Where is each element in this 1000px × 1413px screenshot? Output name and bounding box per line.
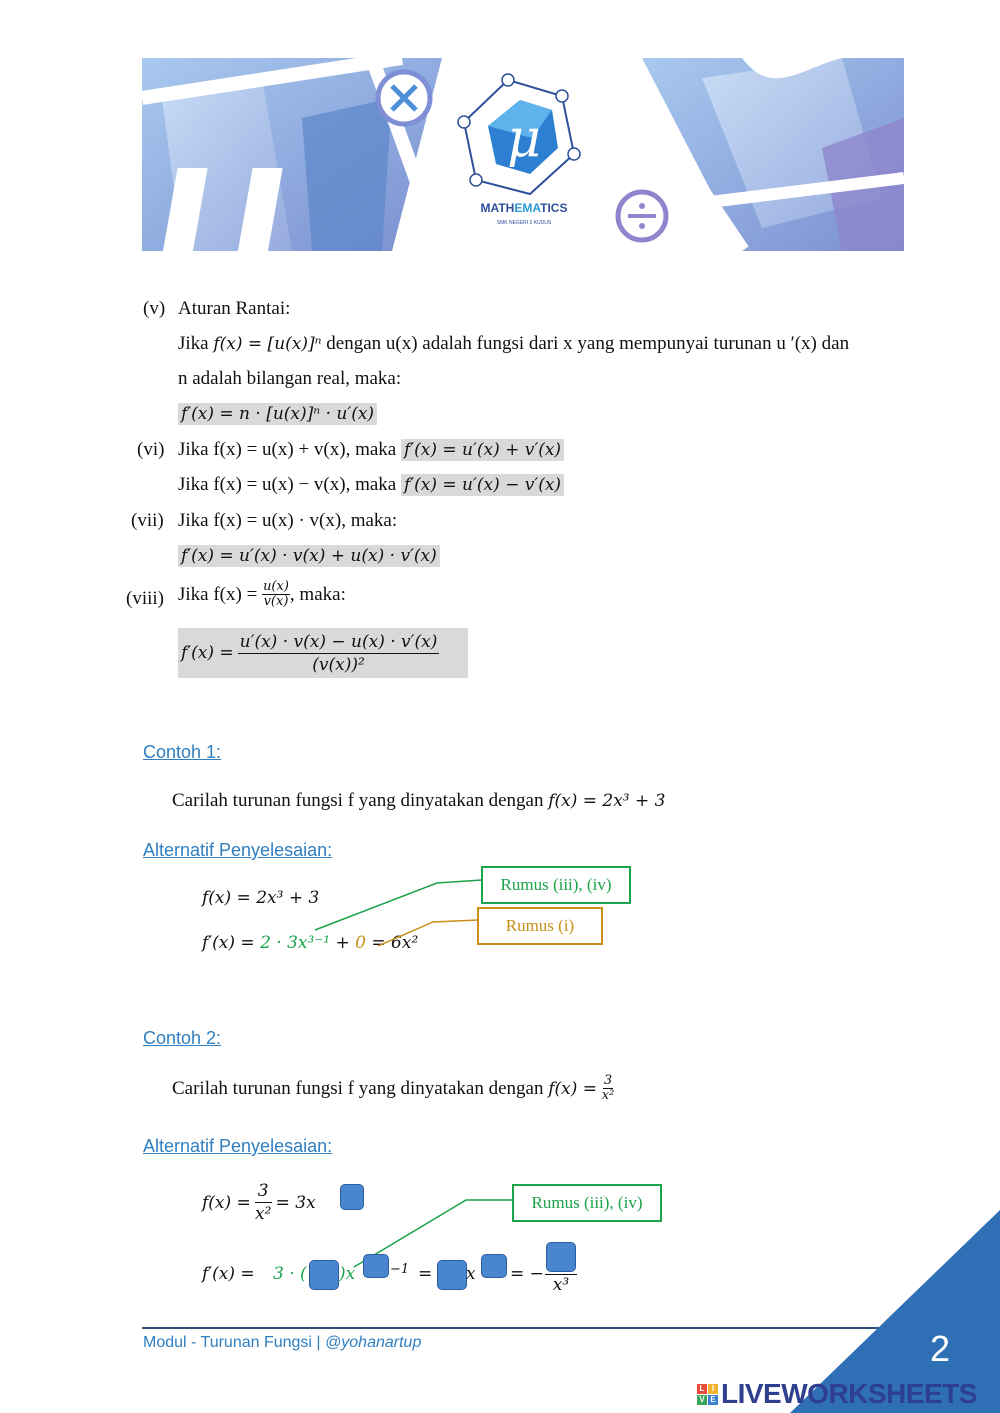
footer-divider bbox=[142, 1327, 880, 1329]
svg-text:MATHEMATICS: MATHEMATICS bbox=[480, 201, 568, 215]
blank-power-input[interactable] bbox=[363, 1254, 389, 1278]
blank-numerator-input[interactable] bbox=[546, 1242, 576, 1272]
contoh1-line2-plus: + bbox=[330, 933, 356, 953]
contoh1-line2-green: 2 · 3x³⁻¹ bbox=[260, 933, 331, 953]
rule-vi-formula1: f′(x) = u′(x) + v′(x) bbox=[401, 439, 564, 461]
header-banner bbox=[142, 58, 904, 251]
rule-viii-maka: , maka: bbox=[289, 583, 346, 605]
footer-module: Modul - Turunan Fungsi | bbox=[143, 1334, 326, 1351]
contoh2-question bbox=[172, 1074, 614, 1103]
rule-viii-formula-fraction bbox=[238, 631, 440, 676]
rule-vi-line2-text: Jika f(x) = u(x) − v(x), maka bbox=[178, 474, 397, 495]
contoh2-line1-fraction bbox=[255, 1180, 272, 1225]
contoh1-line2-gold: 0 bbox=[355, 933, 366, 953]
divide-icon bbox=[618, 192, 666, 240]
contoh2-question-den: x² bbox=[601, 1088, 615, 1103]
page-number: 2 bbox=[930, 1328, 951, 1369]
contoh1-line2-end: = 6x² bbox=[366, 933, 419, 953]
contoh2-line2-eq2: = − bbox=[510, 1264, 544, 1284]
contoh1-question bbox=[172, 790, 666, 812]
blank-result-coefficient-input[interactable] bbox=[437, 1260, 467, 1290]
rule-viii-f: f′(x) = bbox=[181, 643, 234, 663]
contoh2-line2-green-a: 3 · ( bbox=[273, 1264, 307, 1284]
rule-vi-number: (vi) bbox=[137, 439, 165, 460]
rule-v-line2: n adalah bilangan real, maka: bbox=[178, 368, 402, 389]
rule-v-jika: Jika bbox=[178, 333, 209, 354]
liveworksheets-text[interactable]: LIVEWORKSHEETS bbox=[721, 1378, 977, 1409]
contoh1-heading: Contoh 1: bbox=[143, 742, 222, 762]
contoh2-question-text: Carilah turunan fungsi f yang dinyatakan dengan bbox=[172, 1077, 544, 1099]
svg-text:μ: μ bbox=[507, 109, 541, 169]
contoh2-line1-eq: = 3x bbox=[275, 1192, 316, 1213]
contoh2-heading: Contoh 2: bbox=[143, 1028, 222, 1048]
contoh2-line2-fraction bbox=[545, 1242, 577, 1295]
times-icon bbox=[378, 72, 430, 124]
contoh2-line1 bbox=[202, 1180, 316, 1225]
rule-v-title: Aturan Rantai: bbox=[178, 298, 291, 319]
rule-viii-frac-den: v(x) bbox=[263, 594, 289, 609]
rule-vii-number: (vii) bbox=[131, 510, 164, 531]
rule-v-expr: f(x) = [u(x)]ⁿ bbox=[213, 334, 322, 354]
rule-viii-line bbox=[178, 580, 346, 609]
blank-coefficient-input[interactable] bbox=[309, 1260, 339, 1290]
contoh2-line1-num: 3 bbox=[255, 1180, 272, 1203]
live-badge-icon: L I V E bbox=[697, 1384, 718, 1405]
contoh1-line2-start: f′(x) = bbox=[202, 933, 261, 953]
rule-viii-formula bbox=[178, 628, 468, 678]
contoh2-line2-green-b: )x bbox=[339, 1264, 356, 1284]
liveworksheets-brand bbox=[697, 1378, 977, 1410]
contoh2-question-fraction bbox=[602, 1074, 615, 1103]
banner-graphic bbox=[142, 58, 904, 251]
contoh2-rumus-box1: Rumus (iii), (iv) bbox=[512, 1184, 662, 1222]
rule-viii-numerator: u′(x) · v(x) − u(x) · v′(x) bbox=[239, 631, 438, 652]
contoh2-line2-minus1: −1 bbox=[390, 1262, 410, 1277]
contoh2-line2-den: x³ bbox=[552, 1275, 570, 1295]
rule-vi-line1-text: Jika f(x) = u(x) + v(x), maka bbox=[178, 439, 397, 460]
contoh2-line1-f: f(x) = bbox=[202, 1192, 251, 1213]
svg-text:SMK NEGERI 2 KUDUS: SMK NEGERI 2 KUDUS bbox=[496, 220, 552, 226]
rule-viii-fraction bbox=[262, 580, 290, 609]
blank-result-power-input[interactable] bbox=[481, 1254, 507, 1278]
rule-vii-line: Jika f(x) = u(x) · v(x), maka: bbox=[178, 510, 398, 531]
contoh2-question-num: 3 bbox=[603, 1073, 613, 1088]
contoh1-rumus-box1: Rumus (iii), (iv) bbox=[481, 866, 631, 904]
rule-viii-frac-num: u(x) bbox=[263, 579, 289, 594]
rule-v-formula: f′(x) = n · [u(x)]ⁿ · u′(x) bbox=[178, 403, 377, 425]
rule-vi-formula2: f′(x) = u′(x) − v′(x) bbox=[401, 474, 564, 496]
blank-exponent-input[interactable] bbox=[340, 1184, 364, 1210]
contoh1-question-text: Carilah turunan fungsi f yang dinyatakan dengan bbox=[172, 790, 544, 811]
contoh1-line2 bbox=[202, 933, 418, 953]
rule-v-number: (v) bbox=[143, 298, 166, 319]
contoh2-alt-heading: Alternatif Penyelesaian: bbox=[143, 1136, 333, 1156]
contoh1-alt-heading: Alternatif Penyelesaian: bbox=[143, 840, 333, 860]
rule-vii-formula: f′(x) = u′(x) · v(x) + u(x) · v′(x) bbox=[178, 545, 440, 567]
contoh1-line1: f(x) = 2x³ + 3 bbox=[202, 888, 320, 908]
contoh2-line2-eq: = bbox=[418, 1264, 433, 1284]
rule-vi-line1 bbox=[178, 439, 564, 461]
rule-viii-denominator: (v(x))² bbox=[312, 654, 365, 675]
footer-text bbox=[143, 1334, 421, 1352]
contoh2-line2-f: f′(x) = bbox=[202, 1264, 255, 1284]
contoh2-line1-den: x² bbox=[255, 1204, 272, 1224]
contoh1-question-expr: f(x) = 2x³ + 3 bbox=[548, 791, 666, 811]
rule-v-line1 bbox=[178, 333, 849, 355]
rule-viii-jika: Jika f(x) = bbox=[178, 583, 258, 605]
contoh2-line2-x: x bbox=[466, 1264, 476, 1284]
rule-viii-number: (viii) bbox=[126, 588, 164, 609]
rule-vi-line2 bbox=[178, 474, 564, 496]
rule-v-desc: dengan u(x) adalah fungsi dari x yang mempunyai turunan u ′(x) dan bbox=[326, 333, 850, 354]
contoh1-rumus-box2: Rumus (i) bbox=[477, 907, 603, 945]
contoh2-question-f: f(x) = bbox=[548, 1078, 597, 1099]
footer-handle: @yohanartup bbox=[325, 1334, 422, 1351]
